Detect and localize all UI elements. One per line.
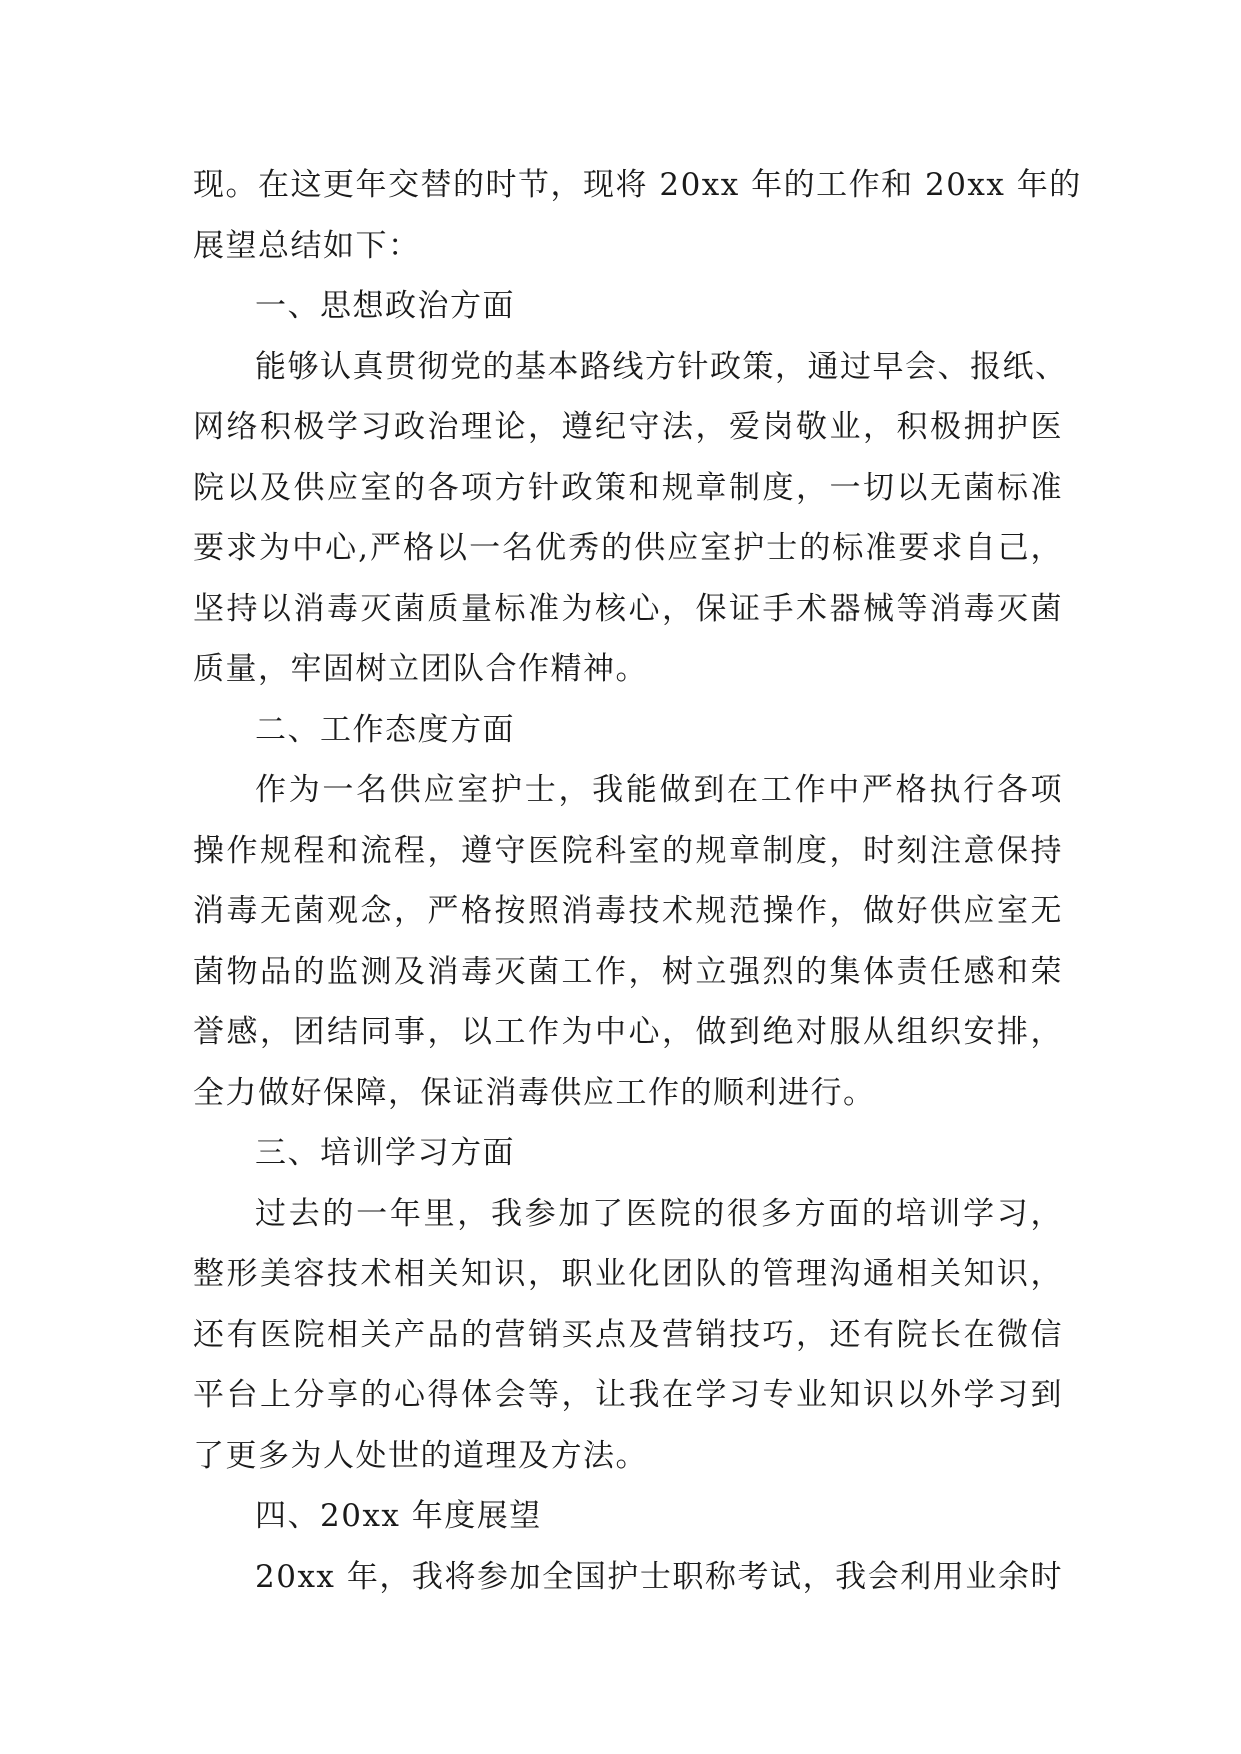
- body-line: 坚持以消毒灭菌质量标准为核心，保证手术器械等消毒灭菌: [193, 590, 1063, 627]
- body-line: 操作规程和流程，遵守医院科室的规章制度，时刻注意保持: [193, 832, 1063, 869]
- body-line: 过去的一年里，我参加了医院的很多方面的培训学习，: [255, 1195, 1063, 1232]
- body-line: 誉感，团结同事，以工作为中心，做到绝对服从组织安排，: [193, 1014, 1063, 1050]
- body-line: 整形美容技术相关知识，职业化团队的管理沟通相关知识，: [193, 1256, 1063, 1292]
- section-heading-attitude: 二、工作态度方面: [255, 711, 515, 748]
- body-line: 菌物品的监测及消毒灭菌工作，树立强烈的集体责任感和荣: [193, 953, 1063, 990]
- body-line: 网络积极学习政治理论，遵纪守法，爱岗敬业，积极拥护医: [193, 409, 1063, 445]
- body-line: 平台上分享的心得体会等，让我在学习专业知识以外学习到: [193, 1377, 1063, 1413]
- body-line: 院以及供应室的各项方针政策和规章制度，一切以无菌标准: [193, 469, 1063, 506]
- document-body: [193, 155, 1082, 1607]
- body-line: 能够认真贯彻党的基本路线方针政策，通过早会、报纸、: [255, 348, 1068, 385]
- section-heading-politics: 一、思想政治方面: [255, 288, 515, 324]
- body-line: 现。在这更年交替的时节，现将 20xx 年的工作和 20xx 年的: [193, 167, 1082, 203]
- body-line: 全力做好保障，保证消毒供应工作的顺利进行。: [193, 1074, 876, 1111]
- body-line: 20xx 年，我将参加全国护士职称考试，我会利用业余时: [255, 1558, 1063, 1595]
- body-line: 作为一名供应室护士，我能做到在工作中严格执行各项: [255, 772, 1063, 808]
- body-line: 了更多为人处世的道理及方法。: [193, 1437, 648, 1474]
- body-line: 展望总结如下：: [193, 227, 421, 264]
- section-heading-training: 三、培训学习方面: [255, 1135, 515, 1171]
- body-line: 消毒无菌观念，严格按照消毒技术规范操作，做好供应室无: [193, 893, 1063, 929]
- body-line: 还有医院相关产品的营销买点及营销技巧，还有院长在微信: [193, 1316, 1063, 1353]
- body-line: 要求为中心,严格以一名优秀的供应室护士的标准要求自己，: [193, 530, 1063, 566]
- body-line: 质量，牢固树立团队合作精神。: [193, 651, 648, 687]
- section-heading-outlook: 四、20xx 年度展望: [255, 1498, 542, 1534]
